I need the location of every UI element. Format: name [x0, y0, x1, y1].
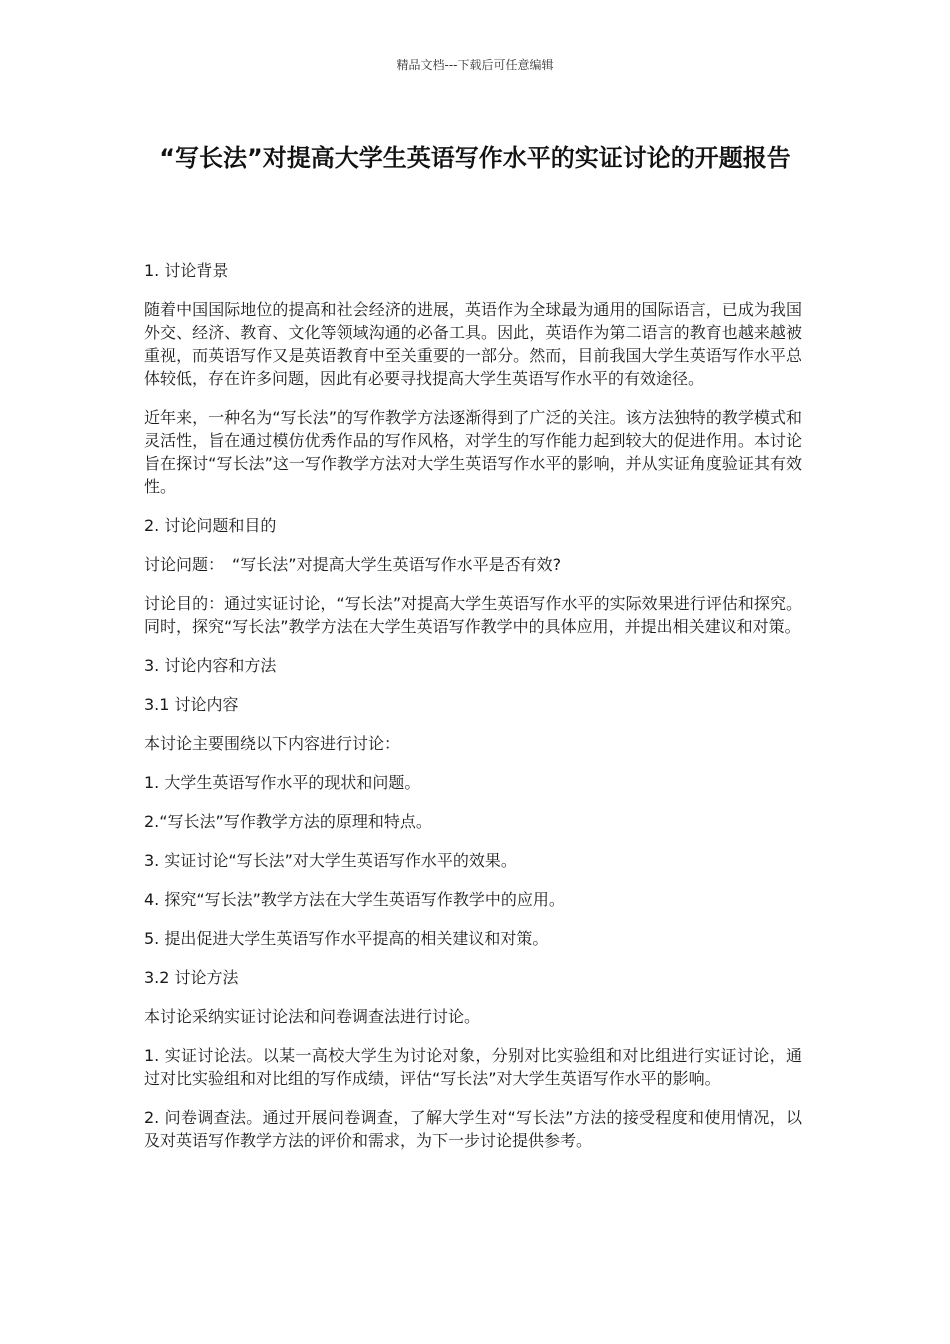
subsection-heading-content: 3.1 讨论内容	[144, 695, 239, 714]
section-heading-content-method: 3. 讨论内容和方法	[144, 656, 277, 675]
list-item: 2.“写长法”写作教学方法的原理和特点。	[144, 812, 432, 831]
subsection-heading-method: 3.2 讨论方法	[144, 968, 239, 987]
document-title: “写长法”对提高大学生英语写作水平的实证讨论的开题报告	[159, 144, 791, 172]
paragraph: 讨论目的：通过实证讨论，“写长法”对提高大学生英语写作水平的实际效果进行评估和探究。同时，探究“写长法”教学方法在大学生英语写作教学中的具体应用，并提出相关建议和对策。	[144, 594, 802, 636]
paragraph: 本讨论采纳实证讨论法和问卷调查法进行讨论。	[144, 1007, 481, 1026]
list-item: 2. 问卷调查法。通过开展问卷调查，了解大学生对“写长法”方法的接受程度和使用情况，以及对英语写作教学方法的评价和需求，为下一步讨论提供参考。	[144, 1108, 802, 1150]
page-header: 精品文档---下载后可任意编辑	[396, 58, 554, 72]
paragraph: 随着中国国际地位的提高和社会经济的进展，英语作为全球最为通用的国际语言，已成为我国外交、经济、教育、文化等领域沟通的必备工具。因此，英语作为第二语言的教育也越来越被重视，而英语写作又是英语教育中至关重要的一部分。然而，目前我国大学生英语写作水平总体较低，存在许多问题，因此有必要寻找提高大学生英语写作水平的有效途径。	[144, 300, 802, 388]
section-heading-background: 1. 讨论背景	[144, 261, 229, 280]
list-item: 1. 实证讨论法。以某一高校大学生为讨论对象，分别对比实验组和对比组进行实证讨论，通过对比实验组和对比组的写作成绩，评估“写长法”对大学生英语写作水平的影响。	[144, 1046, 802, 1088]
paragraph: 近年来，一种名为“写长法”的写作教学方法逐渐得到了广泛的关注。该方法独特的教学模式和灵活性，旨在通过模仿优秀作品的写作风格，对学生的写作能力起到较大的促进作用。本讨论旨在探讨“写长法”这一写作教学方法对大学生英语写作水平的影响，并从实证角度验证其有效性。	[144, 408, 802, 496]
list-item: 5. 提出促进大学生英语写作水平提高的相关建议和对策。	[144, 929, 549, 948]
paragraph: 本讨论主要围绕以下内容进行讨论：	[144, 734, 401, 753]
list-item: 4. 探究“写长法”教学方法在大学生英语写作教学中的应用。	[144, 890, 565, 909]
paragraph: 讨论问题： “写长法”对提高大学生英语写作水平是否有效?	[144, 555, 562, 574]
list-item: 1. 大学生英语写作水平的现状和问题。	[144, 773, 421, 792]
list-item: 3. 实证讨论“写长法”对大学生英语写作水平的效果。	[144, 851, 517, 870]
document-body	[144, 259, 802, 1168]
section-heading-questions: 2. 讨论问题和目的	[144, 516, 277, 535]
